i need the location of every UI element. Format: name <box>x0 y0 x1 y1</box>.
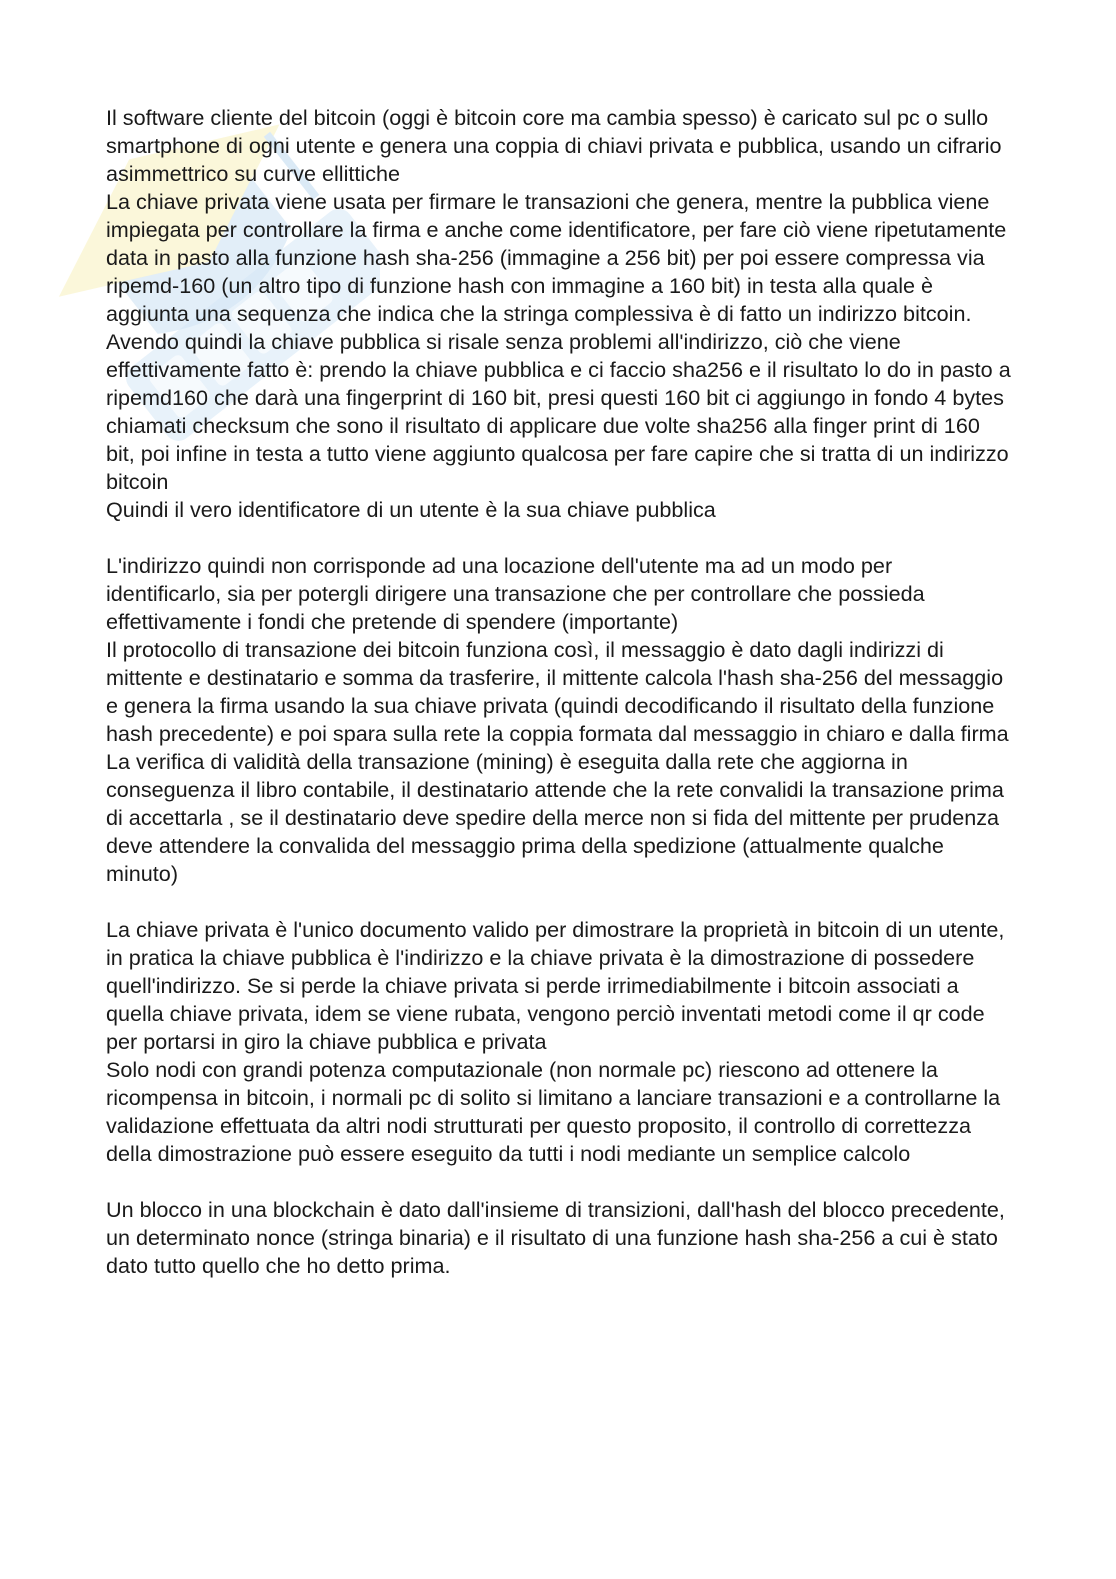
paragraph-gap <box>106 524 1011 552</box>
section <box>106 916 1011 1168</box>
paragraph-gap <box>106 888 1011 916</box>
paragraph: Un blocco in una blockchain è dato dall'insieme di transizioni, dall'hash del blocco precedente, un determinato nonce (stringa binaria) e il risultato di una funzione hash sha-256 a cui è stato dato tutto quello che ho detto prima. <box>106 1197 1005 1278</box>
paragraph: La verifica di validità della transazione (mining) è eseguita dalla rete che aggiorna in conseguenza il libro contabile, il destinatario attende che la rete convalidi la transazione prima di accettarla , se il destinatario deve spedire della merce non si fida del mittente per prudenza deve attendere la convalida del messaggio prima della spedizione (attualmente qualche minuto) <box>106 749 1004 886</box>
paragraph: La chiave privata è l'unico documento valido per dimostrare la proprietà in bitcoin di un utente, in pratica la chiave pubblica è l'indirizzo e la chiave privata è la dimostrazione di possedere quell'indirizzo. Se si perde la chiave privata si perde irrimediabilmente i bitcoin associati a quella chiave privata, idem se viene rubata, vengono perciò inventati metodi come il qr code per portarsi in giro la chiave pubblica e privata <box>106 917 1005 1054</box>
paragraph: Il software cliente del bitcoin (oggi è bitcoin core ma cambia spesso) è caricato sul pc o sullo smartphone di ogni utente e genera una coppia di chiavi privata e pubblica, usando un cifrario asimmettrico su curve ellittiche <box>106 105 1002 186</box>
paragraph-gap <box>106 1168 1011 1196</box>
paragraph: Il protocollo di transazione dei bitcoin funziona così, il messaggio è dato dagli indirizzi di mittente e destinatario e somma da trasferire, il mittente calcola l'hash sha-256 del messaggio e genera la firma usando la sua chiave privata (quindi decodificando il risultato della funzione hash precedente) e poi spara sulla rete la coppia formata dal messaggio in chiaro e dalla firma <box>106 637 1009 746</box>
paragraph: La chiave privata viene usata per firmare le transazioni che genera, mentre la pubblica viene impiegata per controllare la firma e anche come identificatore, per fare ciò viene ripetutamente data in pasto alla funzione hash sha-256 (immagine a 256 bit) per poi essere compressa via ripemd-160 (un altro tipo di funzione hash con immagine a 160 bit) in testa alla quale è aggiunta una sequenza che indica che la stringa complessiva è di fatto un indirizzo bitcoin. <box>106 189 1007 326</box>
paragraph: Quindi il vero identificatore di un utente è la sua chiave pubblica <box>106 497 716 522</box>
document-body <box>106 104 1011 1280</box>
section <box>106 1196 1011 1280</box>
section <box>106 552 1011 888</box>
paragraph: L'indirizzo quindi non corrisponde ad una locazione dell'utente ma ad un modo per identificarlo, sia per potergli dirigere una transazione che per controllare che possieda effettivamente i fondi che pretende di spendere (importante) <box>106 553 925 634</box>
section <box>106 104 1011 524</box>
paragraph: Solo nodi con grandi potenza computazionale (non normale pc) riescono ad ottenere la ricompensa in bitcoin, i normali pc di solito si limitano a lanciare transazioni e a controllarne la validazione effettuata da altri nodi strutturati per questo proposito, il controllo di correttezza della dimostrazione può essere eseguito da tutti i nodi mediante un semplice calcolo <box>106 1057 1001 1166</box>
paragraph: Avendo quindi la chiave pubblica si risale senza problemi all'indirizzo, ciò che viene effettivamente fatto è: prendo la chiave pubblica e ci faccio sha256 e il risultato lo do in pasto a ripemd160 che darà una fingerprint di 160 bit, presi questi 160 bit ci aggiungo in fondo 4 bytes chiamati checksum che sono il risultato di applicare due volte sha256 alla finger print di 160 bit, poi infine in testa a tutto viene aggiunto qualcosa per fare capire che si tratta di un indirizzo bitcoin <box>106 329 1011 494</box>
